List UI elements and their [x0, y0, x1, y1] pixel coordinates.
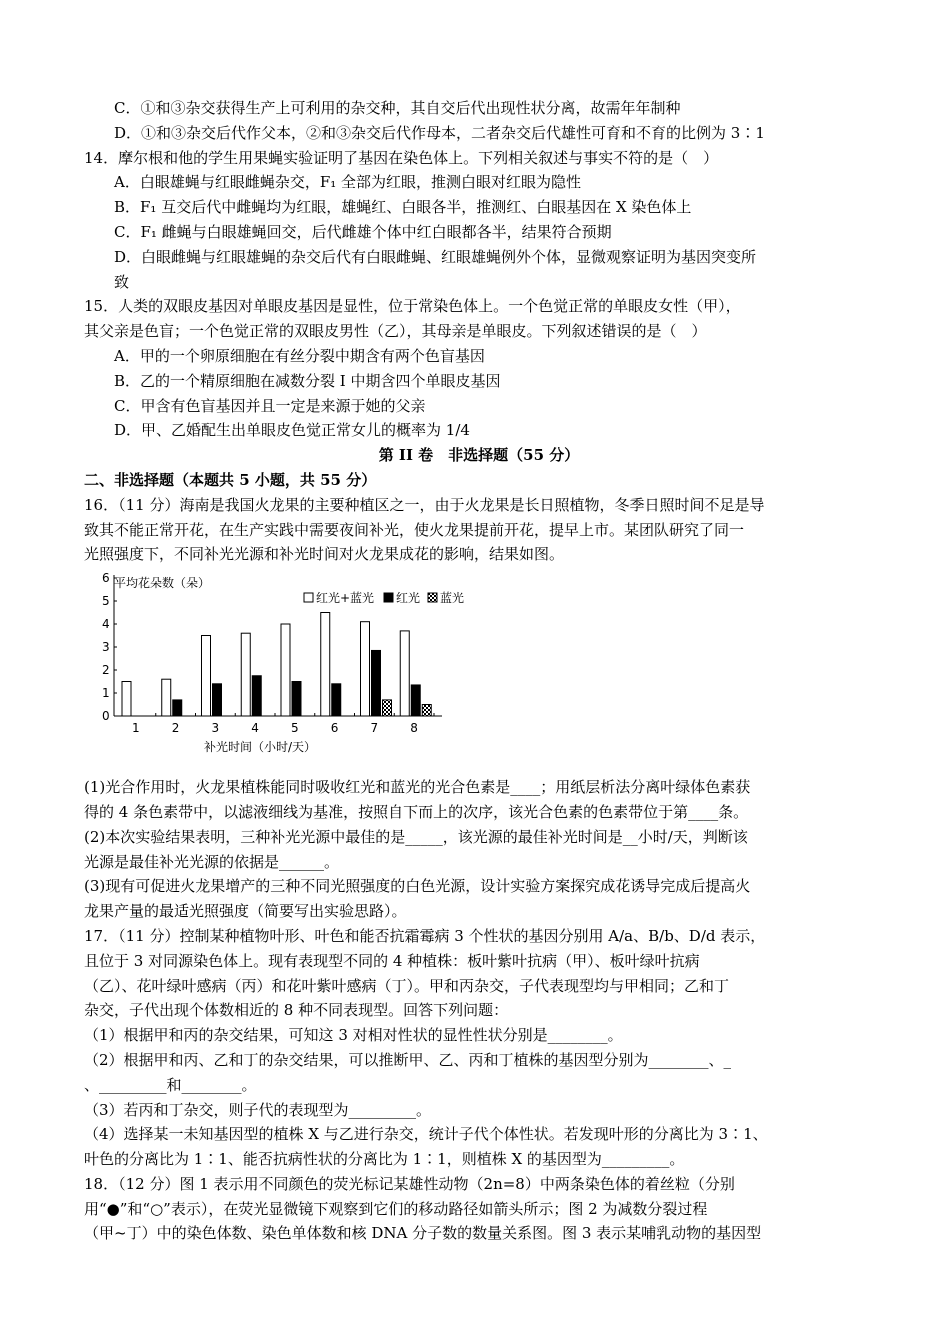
- q14-option-c: C．F₁ 雌蝇与白眼雄蝇回交，后代雌雄个体中红白眼都各半，结果符合预期: [114, 222, 612, 241]
- q14-option-d-cont: 致: [114, 272, 130, 291]
- x-tick-label: 6: [330, 721, 339, 736]
- q14-option-d: D．白眼雌蝇与红眼雄蝇的杂交后代有白眼雌蝇、红眼雄蝇例外个体，显微观察证明为基因突变所: [114, 247, 757, 266]
- x-tick-label: 5: [291, 721, 299, 736]
- part-heading: 二、非选择题（本题共 5 小题，共 55 分）: [84, 470, 377, 489]
- bar-red-blue: [281, 624, 290, 716]
- bar-red: [213, 684, 222, 716]
- q18-stem-cont-2: （甲~丁）中的染色体数、染色单体数和核 DNA 分子数的数量关系图。图 3 表示某哺乳动物的基因型: [84, 1224, 762, 1243]
- bar-red-blue: [122, 682, 131, 717]
- x-tick-label: 2: [171, 721, 180, 736]
- x-tick-label: 8: [410, 721, 418, 736]
- y-tick-label: 5: [102, 594, 110, 609]
- q13-option-d: D．①和③杂交后代作父本，②和③杂交后代作母本，二者杂交后代雄性可育和不育的比例为 3∶1: [114, 123, 765, 142]
- bar-chart-svg: [92, 571, 465, 769]
- q17-stem-cont-1: 且位于 3 对同源染色体上。现有表现型不同的 4 种植株：板叶紫叶抗病（甲）、板叶绿叶抗病: [84, 951, 700, 970]
- bar-blue: [383, 700, 392, 716]
- x-tick-label: 1: [132, 721, 140, 736]
- q16-stem-cont-2: 光照强度下，不同补光光源和补光时间对火龙果成花的影响，结果如图。: [84, 545, 565, 564]
- q14-option-a: A．白眼雄蝇与红眼雌蝇杂交，F₁ 全部为红眼，推测白眼对红眼为隐性: [114, 173, 582, 192]
- y-tick-label: 4: [102, 617, 110, 632]
- bar-chart: [84, 573, 874, 773]
- y-tick-label: 6: [102, 571, 110, 586]
- q15-option-a: A．甲的一个卵原细胞在有丝分裂中期含有两个色盲基因: [114, 346, 485, 365]
- q15-stem-cont: 其父亲是色盲；一个色觉正常的双眼皮男性（乙），其母亲是单眼皮。下列叙述错误的是（ ）: [84, 322, 707, 341]
- legend-label: 蓝光: [440, 591, 465, 606]
- q13-option-c: C．①和③杂交获得生产上可利用的杂交种，其自交后代出现性状分离，故需年年制种: [114, 99, 681, 117]
- q15-option-c: C．甲含有色盲基因并且一定是来源于她的父亲: [114, 396, 426, 415]
- bar-red: [332, 684, 341, 716]
- bar-red-blue: [361, 622, 370, 716]
- q17-part4: （4）选择某一未知基因型的植株 X 与乙进行杂交，统计子代个体性状。若发现叶形的分离比为 3∶1、: [84, 1125, 768, 1144]
- y-tick-label: 3: [102, 640, 110, 655]
- bar-red: [372, 651, 381, 717]
- q16-part3-cont: 龙果产量的最适光照强度（简要写出实验思路）。: [84, 902, 407, 921]
- q16-part1-cont: 得的 4 条色素带中，以滤液细线为基准，按照自下而上的次序，该光合色素的色素带位于第____条。: [84, 802, 749, 821]
- bar-red: [292, 682, 301, 717]
- bar-red-blue: [202, 636, 211, 717]
- q14-stem: 14．摩尔根和他的学生用果蝇实验证明了基因在染色体上。下列相关叙述与事实不符的是（ ）: [84, 148, 719, 167]
- bar-blue: [422, 705, 431, 717]
- x-tick-label: 4: [251, 721, 259, 736]
- bar-red-blue: [400, 631, 409, 716]
- q15-option-d: D．甲、乙婚配生出单眼皮色觉正常女儿的概率为 1/4: [114, 421, 470, 440]
- q18-stem-cont-1: 用“●”和“○”表示），在荧光显微镜下观察到它们的移动路径如箭头所示；图 2 为减数分裂过程: [84, 1199, 708, 1218]
- y-tick-label: 0: [102, 709, 110, 724]
- y-axis-label: 平均花朵数（朵）: [114, 576, 211, 591]
- x-tick-label: 3: [211, 721, 220, 736]
- exam-page: [84, 96, 874, 1246]
- legend-swatch: [428, 593, 437, 602]
- q17-part2-cont: 、_________和________。: [84, 1075, 257, 1094]
- q18-stem: 18．（12 分）图 1 表示用不同颜色的荧光标记某雄性动物（2n=8）中两条染色体的着丝粒（分别: [84, 1174, 735, 1193]
- bar-red-blue: [162, 679, 171, 716]
- q17-stem-cont-3: 杂交，子代出现个体数相近的 8 种不同表现型。回答下列问题：: [84, 1001, 509, 1020]
- legend-swatch: [304, 593, 313, 602]
- y-tick-label: 1: [102, 686, 110, 701]
- q17-part4-cont: 叶色的分离比为 1∶1、能否抗病性状的分离比为 1∶1，则植株 X 的基因型为_________。: [84, 1150, 685, 1169]
- q14-option-b: B．F₁ 互交后代中雌蝇均为红眼，雄蝇红、白眼各半，推测红、白眼基因在 X 染色体上: [114, 198, 692, 217]
- legend-swatch: [384, 593, 393, 602]
- q16-part2: (2)本次实验结果表明，三种补光光源中最佳的是_____，该光源的最佳补光时间是__小时/天，判断该: [84, 827, 748, 846]
- q17-part2: （2）根据甲和丙、乙和丁的杂交结果，可以推断甲、乙、丙和丁植株的基因型分别为________、_: [84, 1050, 732, 1069]
- q17-part1: （1）根据甲和丙的杂交结果，可知这 3 对相对性状的显性性状分别是________。: [84, 1026, 623, 1045]
- legend-label: 红光+蓝光: [316, 591, 375, 606]
- q16-stem-cont-1: 致其不能正常开花，在生产实践中需要夜间补光，使火龙果提前开花，提早上市。某团队研究了同一: [84, 520, 745, 539]
- bar-red: [173, 700, 182, 716]
- q16-stem: 16．（11 分）海南是我国火龙果的主要种植区之一，由于火龙果是长日照植物，冬季日照时间不足是导: [84, 495, 765, 514]
- q15-option-b: B．乙的一个精原细胞在减数分裂 I 中期含四个单眼皮基因: [114, 371, 501, 390]
- section-title: 第 II 卷 非选择题（55 分）: [378, 446, 580, 465]
- bar-red-blue: [321, 613, 330, 717]
- bar-red-blue: [241, 633, 250, 716]
- x-axis-label: 补光时间（小时/天）: [204, 740, 317, 755]
- q17-stem-cont-2: （乙）、花叶绿叶感病（丙）和花叶紫叶感病（丁）。甲和丙杂交，子代表现型均与甲相同；乙和丁: [84, 976, 730, 995]
- q17-stem: 17．（11 分）控制某种植物叶形、叶色和能否抗霜霉病 3 个性状的基因分别用 A/a、B/b、D/d 表示，: [84, 926, 766, 945]
- q15-stem: 15．人类的双眼皮基因对单眼皮基因是显性，位于常染色体上。一个色觉正常的单眼皮女性（甲），: [84, 297, 741, 316]
- q16-part1: (1)光合作用时，火龙果植株能同时吸收红光和蓝光的光合色素是____；用纸层析法分离叶绿体色素获: [84, 778, 751, 797]
- q16-part2-cont: 光源是最佳补光光源的依据是______。: [84, 852, 340, 871]
- x-tick-label: 7: [370, 721, 379, 736]
- y-tick-label: 2: [102, 663, 110, 678]
- bar-red: [411, 685, 420, 716]
- q17-part3: （3）若丙和丁杂交，则子代的表现型为_________。: [84, 1100, 432, 1119]
- bar-red: [252, 676, 261, 716]
- q16-part3: (3)现有可促进火龙果增产的三种不同光照强度的白色光源，设计实验方案探究成花诱导完成后提高火: [84, 877, 751, 896]
- legend-label: 红光: [396, 591, 421, 606]
